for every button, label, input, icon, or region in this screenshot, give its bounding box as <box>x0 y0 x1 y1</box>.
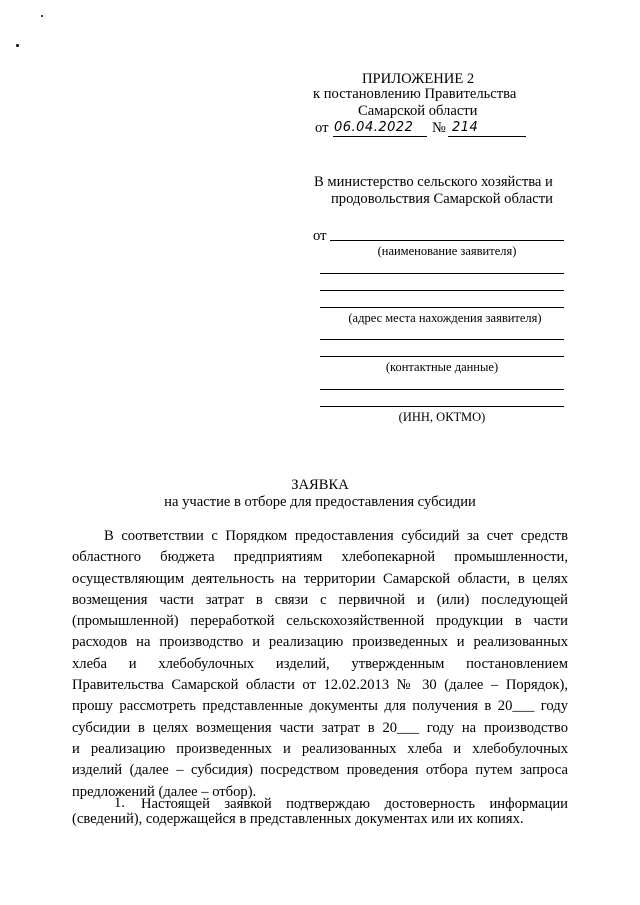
number-underline <box>448 136 526 137</box>
contact-caption: (контактные данные) <box>385 360 499 374</box>
appendix-date-value: 06.04.2022 <box>334 120 414 135</box>
body-line: расходов на производство и реализацию произведенных и реализованных <box>72 634 568 651</box>
appendix-number-value: 214 <box>452 120 479 135</box>
contact-line-1[interactable] <box>320 339 564 340</box>
scan-speck <box>16 44 19 47</box>
appendix-title: ПРИЛОЖЕНИЕ 2 <box>362 71 475 87</box>
body-line: возмещения части затрат в связи с первичной и (или) последующей <box>72 591 568 608</box>
body-paragraph-1 <box>72 526 568 803</box>
body-line: Правительства Самарской области от 12.02.2013 № 30 (далее – Порядок), <box>72 677 568 694</box>
date-underline <box>333 136 427 137</box>
applicant-name-line[interactable] <box>330 240 564 241</box>
address-caption: (адрес места нахождения заявителя) <box>348 311 542 325</box>
body-line: предложений (далее – отбор). <box>72 783 257 800</box>
appendix-date-prefix: от <box>315 120 329 136</box>
applicant-name-caption: (наименование заявителя) <box>377 244 517 258</box>
appendix-line-2: Самарской области <box>358 103 478 119</box>
addressee-line-1: В министерство сельского хозяйства и <box>314 174 553 190</box>
body-line: и реализацию произведенных и реализованных хлеба и хлебобулочных <box>72 740 568 757</box>
inn-caption: (ИНН, ОКТМО) <box>398 410 486 424</box>
contact-line-2[interactable] <box>320 356 564 357</box>
clause-line-1: Настоящей заявкой подтверждаю достоверность информации <box>141 796 568 812</box>
address-line-1[interactable] <box>320 273 564 274</box>
inn-line-1[interactable] <box>320 389 564 390</box>
body-line: областного бюджета предприятиям хлебопекарной промышленности, <box>72 549 568 566</box>
scan-speck <box>41 15 43 17</box>
body-line: хлеба и хлебобулочных изделий, утвержденным постановлением <box>72 655 568 672</box>
body-line: В соответствии с Порядком предоставления субсидий за счет средств <box>104 528 568 544</box>
clause-line-2: (сведений), содержащейся в представленных документах или их копиях. <box>72 811 524 827</box>
clause-number: 1. <box>114 795 125 811</box>
application-subtitle: на участие в отборе для предоставления субсидии <box>164 494 476 510</box>
address-line-2[interactable] <box>320 290 564 291</box>
inn-line-2[interactable] <box>320 406 564 407</box>
body-line: (промышленной) переработкой сельскохозяйственной продукции в части <box>72 613 568 630</box>
appendix-line-1: к постановлению Правительства <box>313 86 517 102</box>
appendix-number-prefix: № <box>432 120 446 136</box>
body-line: изделий (далее – субсидия) посредством проведения отбора путем запроса <box>72 762 568 779</box>
application-title: ЗАЯВКА <box>291 477 349 493</box>
from-label: от <box>313 228 327 244</box>
address-line-3[interactable] <box>320 307 564 308</box>
body-line: субсидии в целях возмещения части затрат в 20___ году на производство <box>72 719 568 736</box>
body-line: осуществляющим деятельность на территории Самарской области, в целях <box>72 570 568 587</box>
body-line: прошу рассмотреть представленные документы для получения в 20___ году <box>72 698 568 715</box>
addressee-line-2: продовольствия Самарской области <box>331 191 553 207</box>
